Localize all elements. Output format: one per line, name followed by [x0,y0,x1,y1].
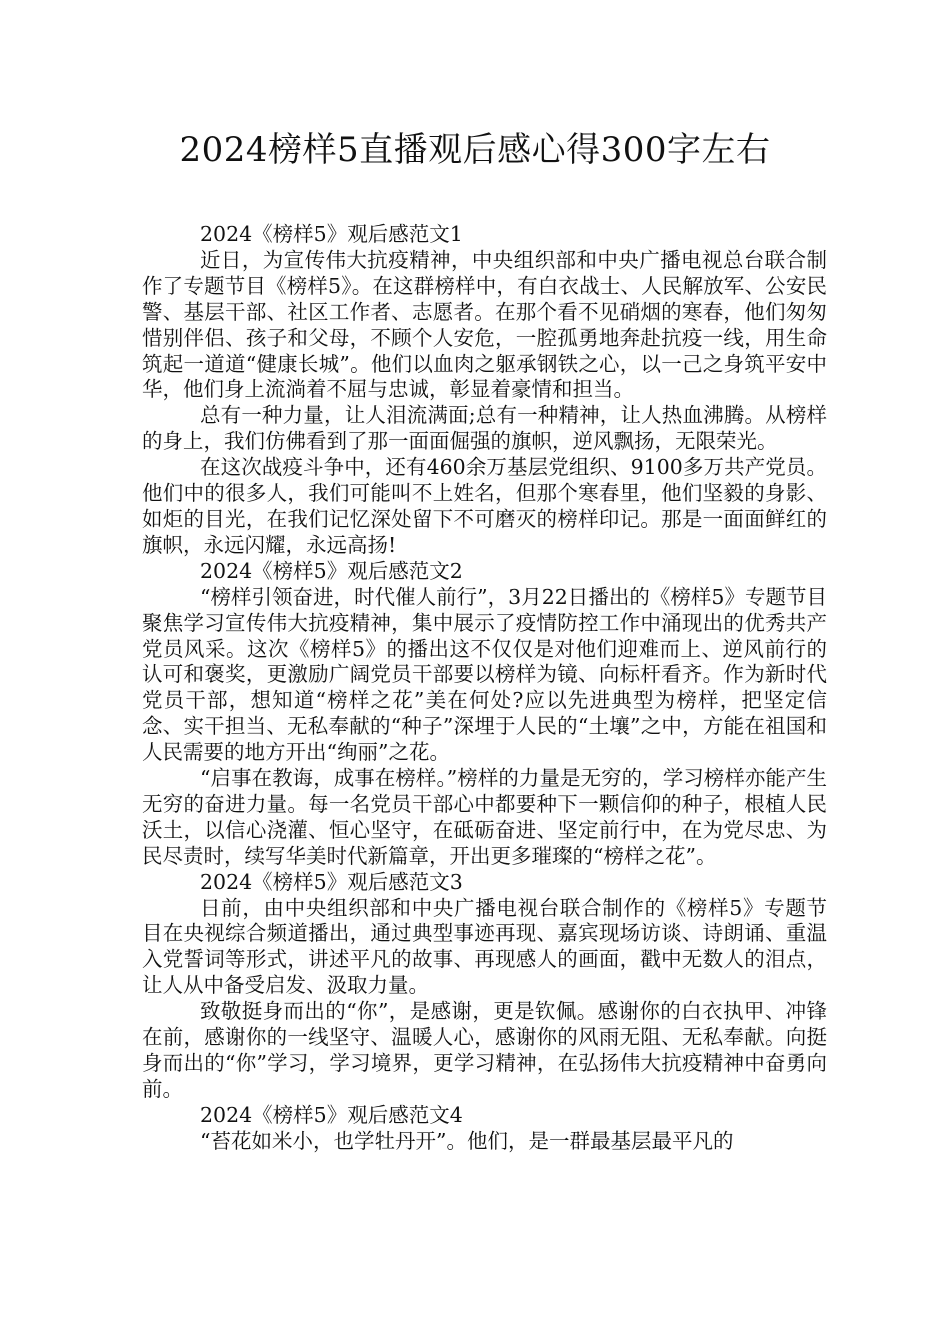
section-heading: 2024《榜样5》观后感范文1 [200,222,463,246]
page-title: 2024榜样5直播观后感心得300字左右 [179,130,771,170]
paragraph: 近日，为宣传伟大抗疫精神，中央组织部和中央广播电视总台联合制作了专题节目《榜样5》。在这群榜样中，有白衣战士、人民解放军、公安民警、基层干部、社区工作者、志愿者。在那个看不见硝烟的寒春，他们匆匆惜别伴侣、孩子和父母，不顾个人安危，一腔孤勇地奔赴抗疫一线，用生命筑起一道道“健康长城”。他们以血肉之躯承钢铁之心，以一己之身筑平安中华，他们身上流淌着不屈与忠诚，彰显着豪情和担当。 [142,247,827,402]
paragraph: 总有一种力量，让人泪流满面;总有一种精神，让人热血沸腾。从榜样的身上，我们仿佛看到了那一面面倔强的旗帜，逆风飘扬，无限荣光。 [142,403,827,454]
section-heading: 2024《榜样5》观后感范文3 [200,869,463,894]
paragraph: “苔花如米小，也学牡丹开”。他们，是一群最基层最平凡的 [200,1128,734,1153]
paragraph: “启事在教诲，成事在榜样。”榜样的力量是无穷的，学习榜样亦能产生无穷的奋进力量。每一名党员干部心中都要种下一颗信仰的种子，根植人民沃土，以信心浇灌、恒心坚守，在砥砺奋进、坚定前行中，在为党尽忠、为民尽责时，续写华美时代新篇章，开出更多璀璨的“榜样之花”。 [142,766,827,868]
paragraph: 在这次战疫斗争中，还有460余万基层党组织、9100多万共产党员。他们中的很多人，我们可能叫不上姓名，但那个寒春里，他们坚毅的身影、如炬的目光，在我们记忆深处留下不可磨灭的榜样印记。那是一面面鲜红的旗帜，永远闪耀，永远高扬! [142,455,827,557]
section-heading: 2024《榜样5》观后感范文4 [200,1102,463,1127]
section-heading: 2024《榜样5》观后感范文2 [200,558,463,583]
paragraph: 日前，由中央组织部和中央广播电视台联合制作的《榜样5》专题节目在央视综合频道播出，通过典型事迹再现、嘉宾现场访谈、诗朗诵、重温入党誓词等形式，讲述平凡的故事、再现感人的画面，戳中无数人的泪点，让人从中备受启发、汲取力量。 [142,895,827,998]
document-body [142,222,827,1155]
paragraph: 致敬挺身而出的“你”，是感谢，更是钦佩。感谢你的白衣执甲、冲锋在前，感谢你的一线坚守、温暖人心，感谢你的风雨无阻、无私奉献。向挺身而出的“你”学习，学习境界，更学习精神，在弘扬伟大抗疫精神中奋勇向前。 [142,999,827,1101]
paragraph: “榜样引领奋进，时代催人前行”，3月22日播出的《榜样5》专题节目聚焦学习宣传伟大抗疫精神，集中展示了疫情防控工作中涌现出的优秀共产党员风采。这次《榜样5》的播出这不仅仅是对他们迎难而上、逆风前行的认可和褒奖，更激励广阔党员干部要以榜样为镜、向标杆看齐。作为新时代党员干部，想知道“榜样之花”美在何处?应以先进典型为榜样，把坚定信念、实干担当、无私奉献的“种子”深埋于人民的“土壤”之中，方能在祖国和人民需要的地方开出“绚丽”之花。 [142,584,827,765]
